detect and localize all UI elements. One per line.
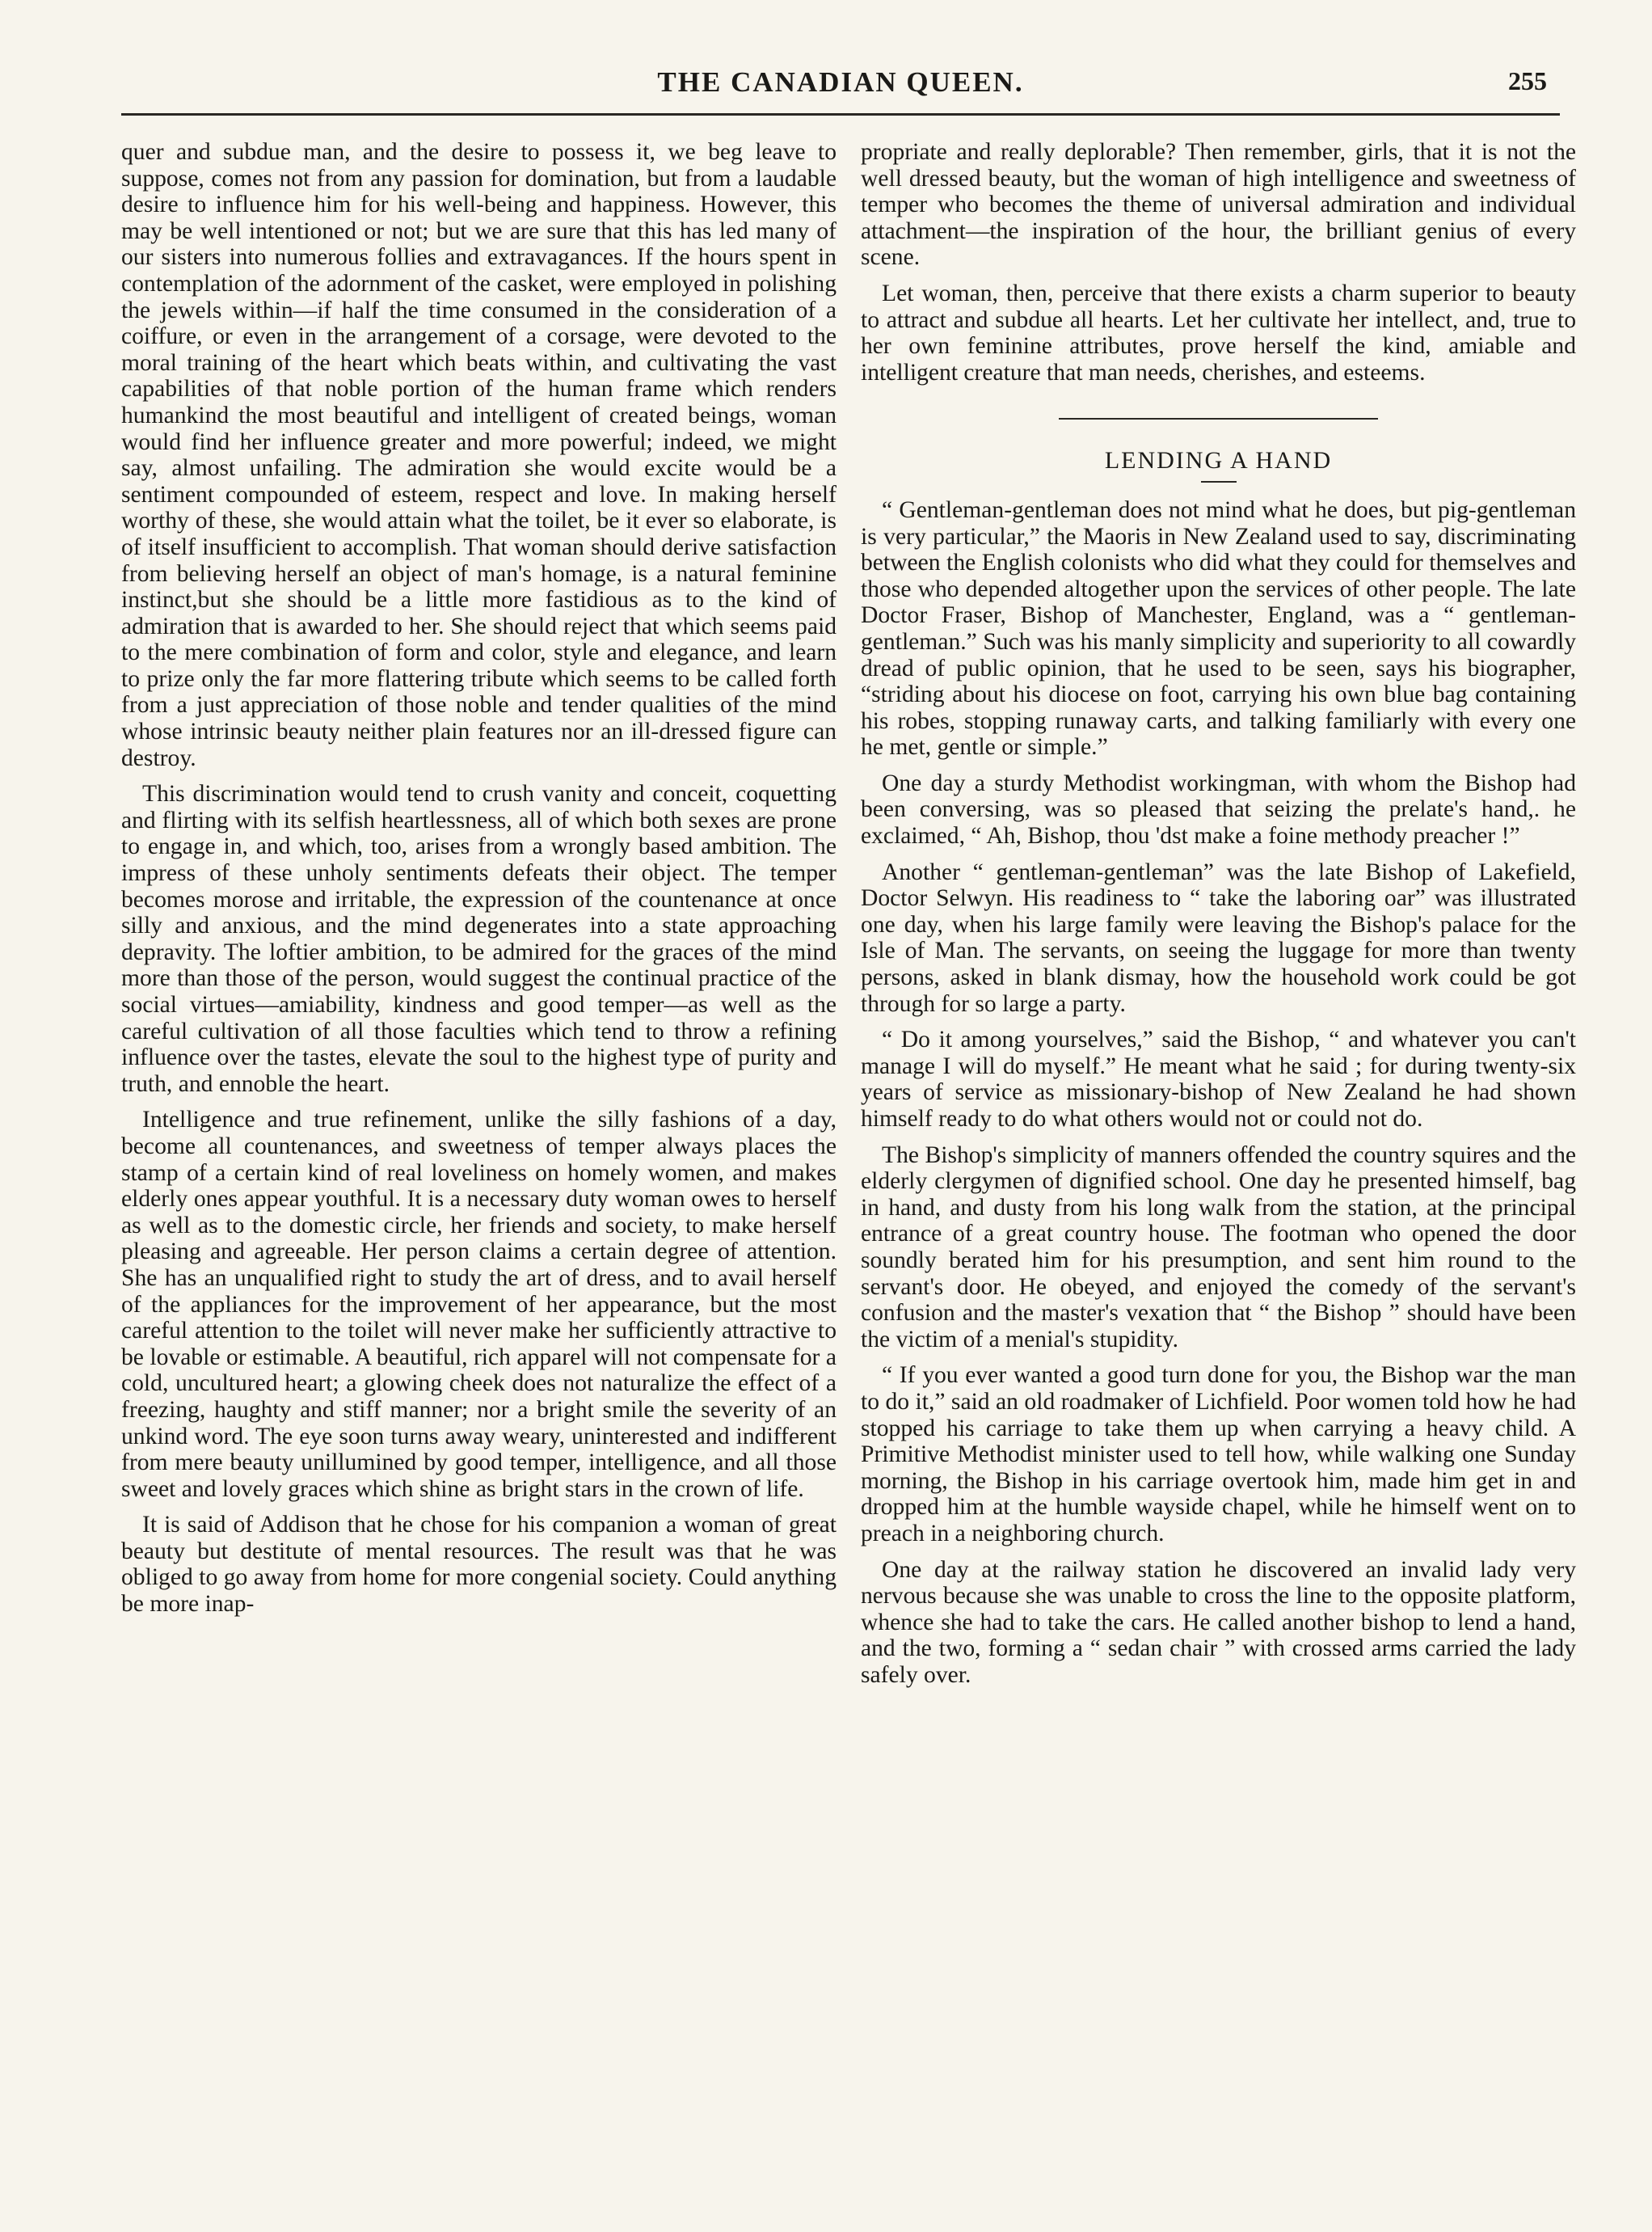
section-divider-rule [1059,418,1378,420]
running-head [121,63,1560,112]
paragraph: One day a sturdy Methodist workingman, with whom the Bishop had been conversing, was so pleased that seizing the prelate's hand,. he exclaimed, “ Ah, Bishop, thou 'dst make a foine methody preacher !” [861,770,1576,850]
paragraph: “ Gentleman-gentleman does not mind what he does, but pig-gentleman is very particular,” the Maoris in New Zealand used to say, discriminating between the English colonists who did what they could for themselves and those who depended altogether upon the services of other people. The late Doctor Fraser, Bishop of Manchester, England, was a “ gentleman-gentleman.” Such was his manly simplicity and superiority to all cowardly dread of public opinion, that he used to be seen, says his biographer, “striding about his diocese on foot, carrying his own blue bag containing his robes, stopping runaway carts, and talking familiarly with every one he met, gentle or simple.” [861,496,1576,761]
left-column [121,139,837,1627]
paragraph: It is said of Addison that he chose for his companion a woman of great beauty but destitute of mental resources. The result was that he was obliged to go away from home for more congenial society. Could anything be more inap- [121,1512,837,1618]
paragraph: Intelligence and true refinement, unlike the silly fashions of a day, become all countenances, and sweetness of temper always places the stamp of a certain kind of real loveliness on homely women, and makes elderly ones appear youthful. It is a necessary duty woman owes to herself as well as to the domestic circle, her friends and society, to make herself pleasing and agreeable. Her person claims a certain degree of attention. She has an unqualified right to study the art of dress, and to avail herself of the appliances for the improvement of her appearance, but the most careful attention to the toilet will never make her sufficiently attractive to be lovable or estimable. A beautiful, rich apparel will not compensate for a cold, uncultured heart; a glowing cheek does not naturalize the effect of a freezing, haughty and stiff manner; nor a bright smile the severity of an unkind word. The eye soon turns away weary, uninterested and indifferent from mere beauty unillumined by good temper, intelligence, and all those sweet and lovely graces which shine as bright stars in the crown of life. [121,1107,837,1502]
paragraph: “ If you ever wanted a good turn done for you, the Bishop war the man to do it,” said an old roadmaker of Lichfield. Poor women told how he had stopped his carriage to take them up when carrying a heavy child. A Primitive Methodist minister used to tell how, while walking one Sunday morning, the Bishop in his carriage overtook him, made him get in and dropped him at the humble wayside chapel, while he himself went on to preach in a neighboring church. [861,1362,1576,1546]
running-title: THE CANADIAN QUEEN. [657,66,1024,98]
paragraph: “ Do it among yourselves,” said the Bishop, “ and whatever you can't manage I will do myself.” He meant what he said ; for during twenty-six years of service as missionary-bishop of New Zealand he had shown himself ready to do what others would not or could not do. [861,1027,1576,1132]
section-heading: LENDING A HAND [1104,447,1333,475]
paragraph: Let woman, then, perceive that there exists a charm superior to beauty to attract and subdue all hearts. Let her cultivate her intellect, and, true to her own feminine attributes, prove herself the kind, amiable and intelligent creature that man needs, cherishes, and esteems. [861,280,1576,386]
heading-dash [1201,481,1237,483]
paragraph: propriate and really deplorable? Then remember, girls, that it is not the well dressed beauty, but the woman of high intelligence and sweetness of temper who becomes the theme of universal admiration and individual attachment—the inspiration of the hour, the brilliant genius of every scene. [861,139,1576,271]
paragraph: This discrimination would tend to crush vanity and conceit, coquetting and flirting with its selfish heartlessness, all of which both sexes are prone to engage in, and which, too, arises from a wrongly based ambition. The impress of these unholy sentiments defeats their object. The temper becomes morose and irritable, the expression of the countenance at once silly and anxious, and the mind degenerates into a state approaching depravity. The loftier ambition, to be admired for the graces of the mind more than those of the person, would suggest the continual practice of the social virtues—amiability, kindness and good temper—as well as the careful cultivation of all those faculties which tend to throw a refining influence over the tastes, elevate the soul to the highest type of purity and truth, and ennoble the heart. [121,781,837,1097]
right-column [861,139,1576,1698]
paragraph: Another “ gentleman-gentleman” was the late Bishop of Lakefield, Doctor Selwyn. His readiness to “ take the laboring oar” was illustrated one day, when his large family were leaving the Bishop's palace for the Isle of Man. The servants, on seeing the luggage for more than twenty persons, asked in blank dismay, how the household work could be got through for so large a party. [861,859,1576,1017]
header-rule [121,113,1560,116]
page-number: 255 [1508,66,1547,95]
paragraph: The Bishop's simplicity of manners offended the country squires and the elderly clergymen of dignified school. One day he presented himself, bag in hand, and dusty from his long walk from the station, at the principal entrance of a great country house. The footman who opened the door soundly berated him for his presumption, and sent him round to the servant's door. He obeyed, and enjoyed the comedy of the servant's confusion and the master's vexation that “ the Bishop ” should have been the victim of a menial's stupidity. [861,1141,1576,1352]
paragraph: quer and subdue man, and the desire to possess it, we beg leave to suppose, comes not from any passion for domination, but from a laudable desire to influence him for his well-being and happiness. However, this may be well intentioned or not; but we are sure that this has led many of our sisters into numerous follies and extravagances. If the hours spent in contemplation of the adornment of the casket, were employed in polishing the jewels within—if half the time consumed in the consideration of a coiffure, or even in the arrangement of a corsage, were devoted to the moral training of the heart which beats within, and cultivating the vast capabilities of that noble portion of the human frame which renders humankind the most beautiful and intelligent of created beings, woman would find her influence greater and more powerful; indeed, we might say, almost unfailing. The admiration she would excite would be a sentiment compounded of esteem, respect and love. In making herself worthy of these, she would attain what the toilet, be it ever so elaborate, is of itself insufficient to accomplish. That woman should derive satisfaction from believing herself an object of man's homage, is a natural feminine instinct,but she should be a little more fastidious as to the kind of admiration that is awarded to her. She should reject that which seems paid to the mere combination of form and color, style and elegance, and learn to prize only the far more flattering tribute which seems to be called forth from a just appreciation of those noble and tender qualities of the mind whose intrinsic beauty neither plain features nor an ill-dressed figure can destroy. [121,139,837,771]
paragraph: One day at the railway station he discovered an invalid lady very nervous because she was unable to cross the line to the opposite platform, whence she had to take the cars. He called another bishop to lend a hand, and the two, forming a “ sedan chair ” with crossed arms carried the lady safely over. [861,1556,1576,1688]
